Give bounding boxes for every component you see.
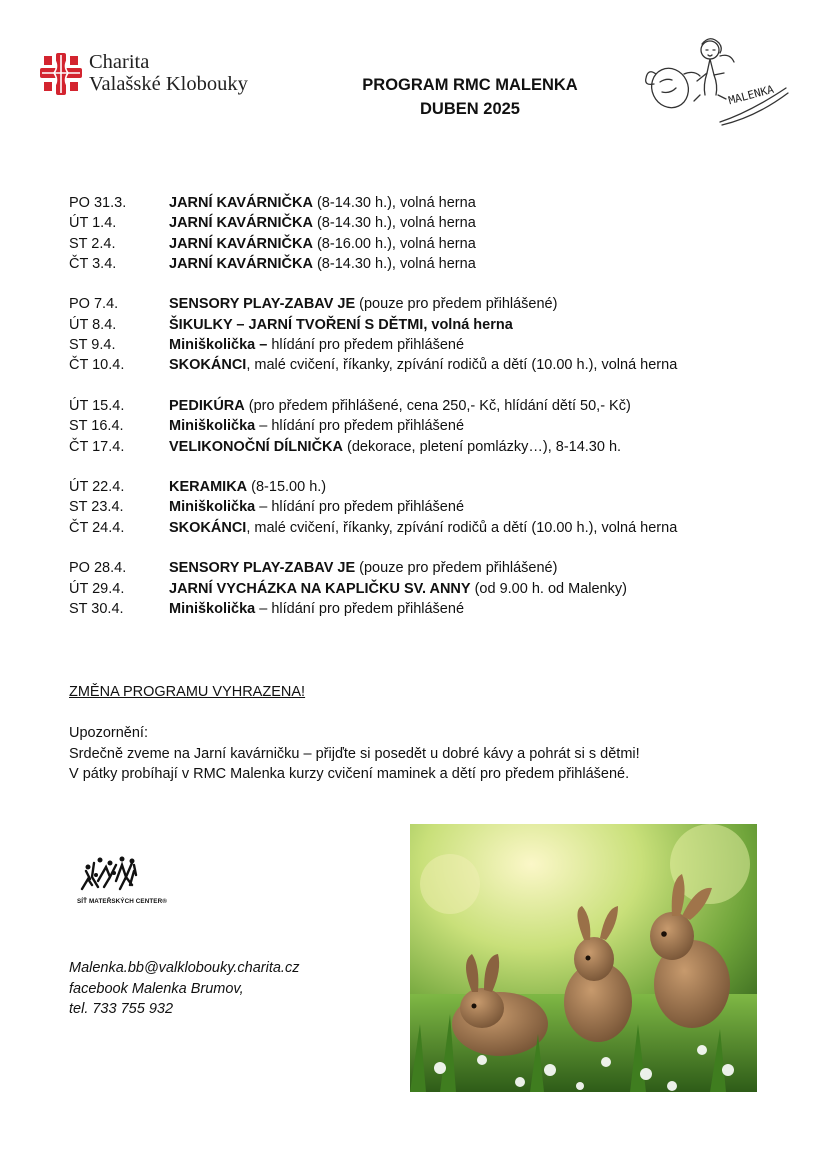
- schedule-description: [169, 193, 476, 213]
- schedule-row: [69, 518, 809, 538]
- charita-logo: [40, 52, 280, 100]
- charita-name: [89, 51, 248, 95]
- charita-name-line2: Valašské Klobouky: [89, 73, 248, 95]
- schedule-date: PO 7.4.: [69, 296, 119, 313]
- schedule-row: [69, 294, 809, 314]
- contact-facebook: facebook Malenka Brumov,: [69, 980, 244, 997]
- schedule-date: ÚT 29.4.: [69, 580, 125, 597]
- schedule-date: ST 2.4.: [69, 235, 116, 252]
- schedule-row: [69, 254, 809, 274]
- schedule-event-name: VELIKONOČNÍ DÍLNIČKA: [169, 438, 343, 455]
- schedule-date: ČT 24.4.: [69, 519, 125, 536]
- schedule-event-name: JARNÍ KAVÁRNIČKA: [169, 195, 313, 211]
- schedule-event-name: Miniškolička: [169, 499, 256, 516]
- schedule-event-details: – hlídání pro předem přihlášené: [255, 499, 465, 516]
- schedule-row: [69, 477, 809, 497]
- schedule-event-details: hlídání pro předem přihlášené: [267, 337, 465, 354]
- schedule-event-name: Miniškolička –: [169, 337, 268, 354]
- contact-block: [69, 958, 299, 1020]
- schedule-event-name: SENSORY PLAY-ZABAV JE: [169, 560, 356, 577]
- schedule-date: ÚT 15.4.: [69, 397, 125, 414]
- schedule-description: [169, 294, 557, 314]
- schedule-description: [169, 599, 464, 619]
- schedule-description: [169, 416, 464, 436]
- schedule-row: [69, 599, 809, 619]
- schedule-row: [69, 213, 809, 233]
- schedule-date: ÚT 8.4.: [69, 316, 117, 333]
- page-title-line1: PROGRAM RMC MALENKA: [362, 76, 578, 94]
- program-change-notice: ZMĚNA PROGRAMU VYHRAZENA!: [69, 684, 306, 700]
- smc-label: SÍŤ MATEŘSKÝCH CENTER®: [77, 898, 167, 905]
- schedule-event-name: JARNÍ KAVÁRNIČKA: [169, 255, 313, 272]
- note-line-1: Srdečně zveme na Jarní kavárničku – přijďte si posedět u dobré kávy a pohrát si s dětmi!: [69, 745, 640, 762]
- schedule-description: [169, 254, 476, 274]
- schedule-event-details: , malé cvičení, říkanky, zpívání rodičů a dětí (10.00 h.), volná herna: [246, 357, 678, 374]
- schedule-event-details: (8-15.00 h.): [247, 479, 327, 496]
- schedule-description: [169, 558, 557, 578]
- page-title-line2: DUBEN 2025: [420, 100, 520, 118]
- schedule-description: [169, 437, 621, 457]
- schedule-date: ČT 10.4.: [69, 357, 125, 374]
- schedule-row: [69, 193, 809, 213]
- schedule-description: [169, 518, 677, 538]
- schedule-description: [169, 213, 476, 233]
- schedule-description: [169, 477, 326, 497]
- schedule-event-details: (8-16.00 h.), volná herna: [312, 235, 476, 252]
- schedule-description: [169, 355, 677, 375]
- schedule-event-details: (pouze pro předem přihlášené): [355, 560, 558, 577]
- malenka-logo-icon: [636, 34, 792, 130]
- schedule-event-details: (8-14.30 h.), volná herna: [312, 255, 476, 272]
- schedule-event-details: (dekorace, pletení pomlázky…), 8-14.30 h.: [343, 438, 622, 455]
- schedule-event-details: – hlídání pro předem přihlášené: [255, 418, 465, 435]
- schedule-gap: [69, 457, 809, 477]
- schedule-row: [69, 416, 809, 436]
- schedule-event-details: , malé cvičení, říkanky, zpívání rodičů a dětí (10.00 h.), volná herna: [246, 519, 678, 536]
- schedule-event-name: JARNÍ KAVÁRNIČKA: [169, 235, 313, 252]
- rabbits-photo: [410, 824, 757, 1092]
- schedule-event-name: SKOKÁNCI: [169, 519, 247, 536]
- schedule-date: PO 28.4.: [69, 560, 127, 577]
- contact-phone: tel. 733 755 932: [69, 1001, 174, 1017]
- schedule-date: ST 16.4.: [69, 418, 124, 435]
- schedule-row: [69, 437, 809, 457]
- schedule-gap: [69, 274, 809, 294]
- schedule-row: [69, 315, 809, 335]
- schedule-description: [169, 335, 464, 355]
- schedule-date: ČT 17.4.: [69, 438, 125, 455]
- schedule-description: [169, 497, 464, 517]
- schedule-row: [69, 355, 809, 375]
- schedule-description: [169, 579, 627, 599]
- schedule-row: [69, 396, 809, 416]
- charita-cross-icon: [40, 53, 82, 95]
- schedule-row: [69, 497, 809, 517]
- schedule-description: [169, 396, 631, 416]
- note-line-2: V pátky probíhají v RMC Malenka kurzy cvičení maminek a dětí pro předem přihlášené.: [69, 766, 630, 782]
- schedule-event-name: KERAMIKA: [169, 479, 248, 496]
- schedule-row: [69, 234, 809, 254]
- schedule-event-details: (pouze pro předem přihlášené): [355, 296, 558, 313]
- schedule-date: ÚT 22.4.: [69, 479, 125, 496]
- schedule-event-details: – hlídání pro předem přihlášené: [255, 600, 465, 617]
- schedule-description: [169, 234, 476, 254]
- schedule-date: ČT 3.4.: [69, 255, 117, 272]
- schedule-event-name: JARNÍ KAVÁRNIČKA: [169, 215, 313, 232]
- schedule-row: [69, 558, 809, 578]
- schedule-gap: [69, 376, 809, 396]
- malenka-logo-text: MALENKA: [726, 82, 776, 108]
- note-heading: Upozornění:: [69, 725, 148, 741]
- schedule-event-name: ŠIKULKY – JARNÍ TVOŘENÍ S DĚTMI, volná herna: [169, 316, 513, 333]
- charita-name-line1: Charita: [89, 51, 150, 73]
- schedule-event-name: Miniškolička: [169, 418, 256, 435]
- schedule-event-details: (8-14.30 h.), volná herna: [312, 215, 476, 232]
- schedule-event-name: SKOKÁNCI: [169, 357, 247, 374]
- schedule-event-details: (pro předem přihlášené, cena 250,- Kč, hlídání dětí 50,- Kč): [244, 397, 631, 414]
- schedule-description: [169, 315, 513, 335]
- schedule-date: PO 31.3.: [69, 195, 127, 211]
- schedule-date: ST 30.4.: [69, 600, 124, 617]
- schedule-event-name: Miniškolička: [169, 600, 256, 617]
- contact-email[interactable]: Malenka.bb@valklobouky.charita.cz: [69, 960, 300, 976]
- schedule-event-name: SENSORY PLAY-ZABAV JE: [169, 296, 356, 313]
- schedule-row: [69, 579, 809, 599]
- schedule-gap: [69, 538, 809, 558]
- schedule-row: [69, 335, 809, 355]
- schedule-date: ÚT 1.4.: [69, 215, 117, 232]
- schedule-list: [69, 193, 809, 619]
- schedule-date: ST 23.4.: [69, 499, 124, 516]
- schedule-event-name: JARNÍ VYCHÁZKA NA KAPLIČKU SV. ANNY: [169, 580, 471, 597]
- schedule-event-details: (od 9.00 h. od Malenky): [470, 580, 627, 597]
- schedule-event-name: PEDIKÚRA: [169, 397, 245, 414]
- schedule-event-details: (8-14.30 h.), volná herna: [312, 195, 476, 211]
- note-block: [69, 723, 640, 785]
- page-title: [300, 73, 640, 121]
- schedule-date: ST 9.4.: [69, 337, 116, 354]
